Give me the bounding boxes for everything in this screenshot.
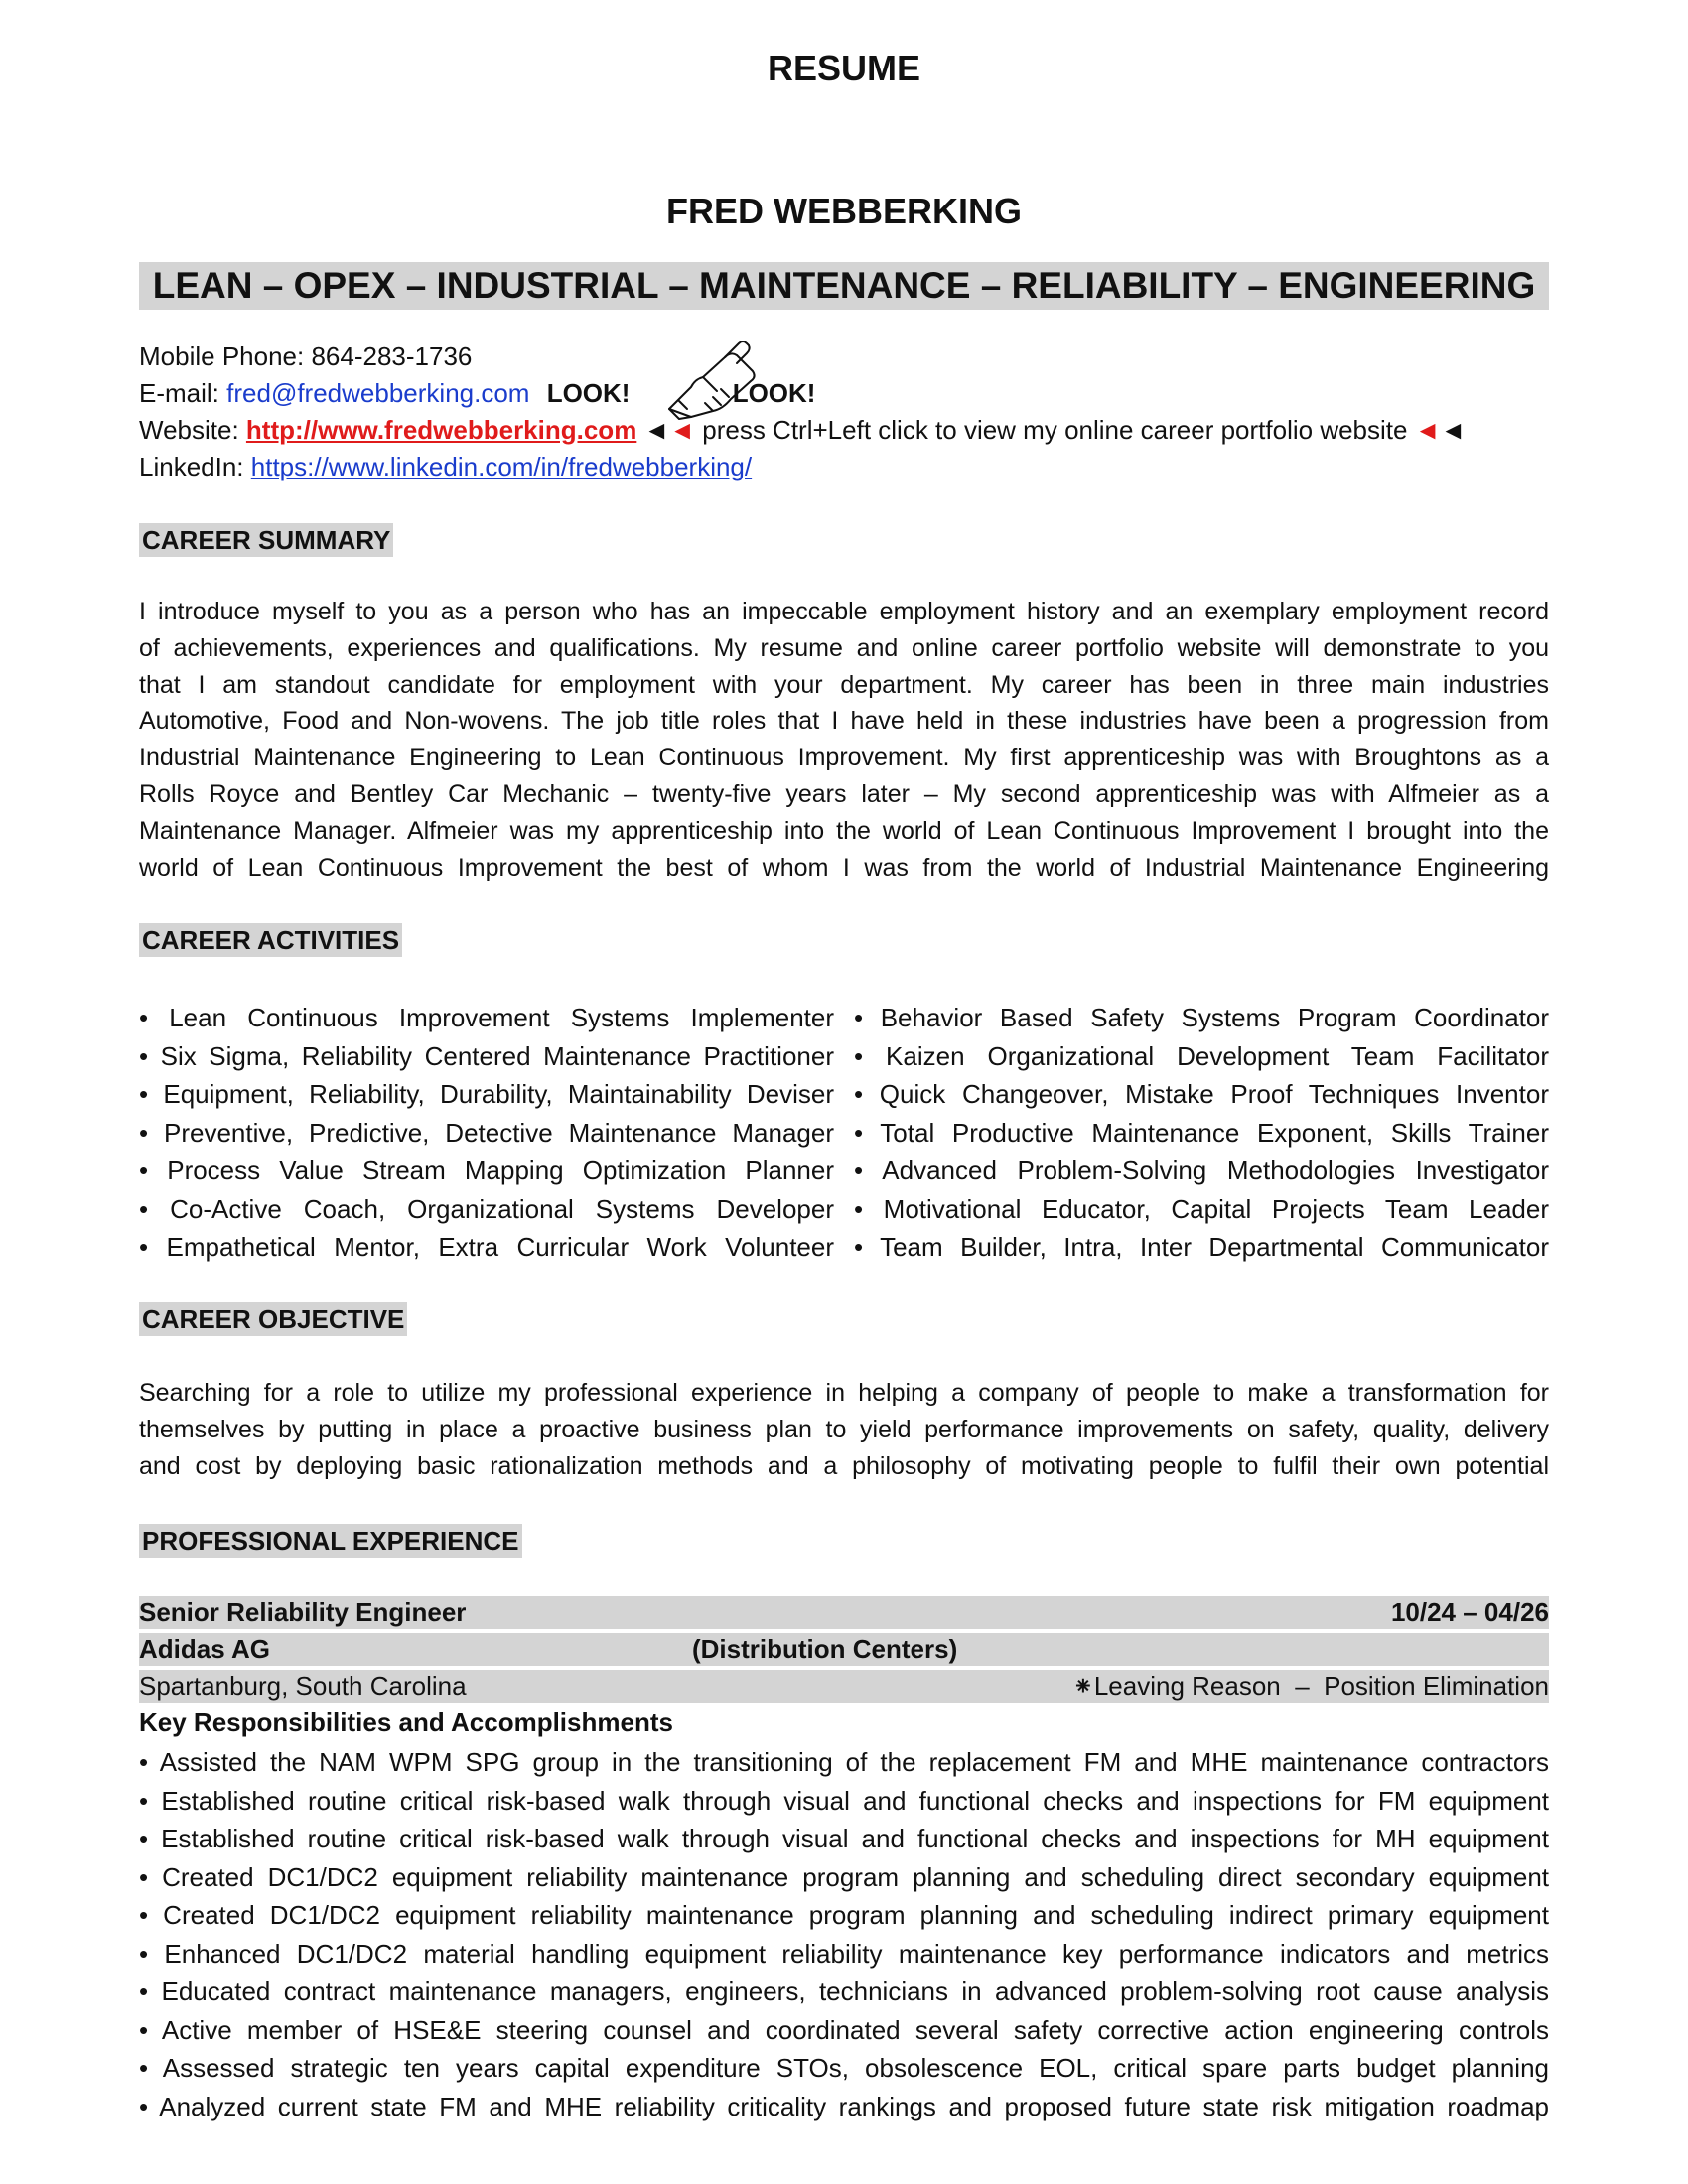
list-item: • Analyzed current state FM and MHE reliability criticality rankings and proposed future state risk mitigation roadmap (139, 2091, 1549, 2121)
summary-line: Rolls Royce and Bentley Car Mechanic – twenty-five years later – My second apprenticeship was with Alfmeier as a (139, 779, 1549, 808)
arrow-left-icon: ◄ (1440, 415, 1467, 445)
candidate-name: FRED WEBBERKING (666, 191, 1022, 231)
activities-left-column (139, 999, 834, 1267)
list-item: • Established routine critical risk-based walk through visual and functional checks and inspections for FM equipment (139, 1785, 1549, 1816)
summary-line: I introduce myself to you as a person who has an impeccable employment history and an exemplary employment record (139, 598, 1549, 625)
website-link[interactable]: http://www.fredwebberking.com (245, 415, 637, 445)
job-title: Senior Reliability Engineer (139, 1597, 467, 1627)
pointing-hand-icon (661, 336, 761, 421)
activity-item: • Kaizen Organizational Development Team Facilitator (854, 1040, 1549, 1071)
company-name: Adidas AG (139, 1634, 270, 1664)
linkedin-label: LinkedIn: (139, 452, 244, 481)
contact-linkedin (139, 452, 752, 481)
phone-label: Mobile Phone: (139, 341, 305, 371)
list-item: • Assessed strategic ten years capital expenditure STOs, obsolescence EOL, critical spare parts budget planning (139, 2053, 1549, 2083)
job-dates: 10/24 – 04/26 (1390, 1597, 1549, 1627)
activity-item: • Equipment, Reliability, Durability, Maintainability Deviser (139, 1079, 834, 1109)
list-item: • Created DC1/DC2 equipment reliability maintenance program planning and scheduling direct secondary equipment (139, 1861, 1549, 1892)
job-company-row (139, 1633, 1549, 1666)
objective-line: Searching for a role to utilize my professional experience in helping a company of people to make a transformation for (139, 1379, 1549, 1407)
objective-line: and cost by deploying basic rationalization methods and a philosophy of motivating people to fulfil their own potential (139, 1451, 1549, 1480)
arrow-left-icon: ◄ (1414, 415, 1441, 445)
key-responsibilities-heading: Key Responsibilities and Accomplishments (139, 1706, 1549, 1739)
list-item: • Active member of HSE&E steering counsel and coordinated several safety corrective action engineering controls (139, 2014, 1549, 2045)
summary-line: Automotive, Food and Non-wovens. The job title roles that I have held in these industries have been a progression from (139, 707, 1549, 736)
activity-item: • Team Builder, Intra, Inter Departmental Communicator (854, 1232, 1549, 1262)
list-item: • Established routine critical risk-based walk through visual and functional checks and inspections for MH equipment (139, 1824, 1549, 1853)
linkedin-link[interactable]: https://www.linkedin.com/in/fredwebberking/ (250, 452, 753, 481)
look-right-label: LOOK! (732, 378, 816, 408)
activity-item: • Total Productive Maintenance Exponent, Skills Trainer (854, 1117, 1549, 1148)
activity-item: • Process Value Stream Mapping Optimization Planner (139, 1156, 834, 1185)
section-heading-career-activities: CAREER ACTIVITIES (139, 923, 402, 957)
job-location-row (139, 1670, 1549, 1703)
list-item: • Assisted the NAM WPM SPG group in the transitioning of the replacement FM and MHE maintenance contractors (139, 1747, 1549, 1777)
job-location: Spartanburg, South Carolina (139, 1671, 467, 1701)
email-label: E-mail: (139, 378, 219, 408)
section-heading-career-objective: CAREER OBJECTIVE (139, 1302, 407, 1336)
activity-item: • Quick Changeover, Mistake Proof Techniques Inventor (854, 1079, 1549, 1109)
list-item: • Enhanced DC1/DC2 material handling equipment reliability maintenance key performance indicators and metrics (139, 1938, 1549, 1969)
activity-item: • Behavior Based Safety Systems Program Coordinator (854, 1003, 1549, 1032)
activity-item: • Lean Continuous Improvement Systems Implementer (139, 1003, 834, 1032)
activity-item: • Preventive, Predictive, Detective Maintenance Manager (139, 1117, 834, 1148)
summary-line: Industrial Maintenance Engineering to Lean Continuous Improvement. My first apprenticeship was with Broughtons as a (139, 744, 1549, 772)
document-title: RESUME (767, 48, 921, 88)
company-division: (Distribution Centers) (692, 1634, 958, 1664)
career-objective-text (139, 1375, 1549, 1484)
summary-line: that I am standout candidate for employment with your department. My career has been in three main industries (139, 670, 1549, 699)
leaving-reason: ⁕Leaving Reason – Position Elimination (1072, 1671, 1549, 1701)
activities-right-column (854, 999, 1549, 1267)
activity-item: • Empathetical Mentor, Extra Curricular Work Volunteer (139, 1232, 834, 1262)
look-left-label: LOOK! (546, 378, 631, 408)
objective-line: themselves by putting in place a proactive business plan to yield performance improvements on safety, quality, delivery (139, 1415, 1549, 1443)
email-link[interactable]: fred@fredwebberking.com (226, 378, 530, 408)
phone-value: 864-283-1736 (311, 341, 473, 371)
website-note: press Ctrl+Left click to view my online career portfolio website (702, 415, 1408, 445)
arrow-left-icon: ◄ (669, 415, 696, 445)
job-title-row (139, 1596, 1549, 1629)
arrow-left-icon: ◄ (643, 415, 670, 445)
tagline-banner: LEAN – OPEX – INDUSTRIAL – MAINTENANCE – RELIABILITY – ENGINEERING (139, 262, 1549, 310)
website-label: Website: (139, 415, 239, 445)
contact-website (139, 415, 1466, 445)
summary-line: world of Lean Continuous Improvement the best of whom I was from the world of Industrial Maintenance Engineering (139, 853, 1549, 882)
summary-line: of achievements, experiences and qualifications. My resume and online career portfolio website will demonstrate to you (139, 633, 1549, 662)
list-item: • Created DC1/DC2 equipment reliability maintenance program planning and scheduling indirect primary equipment (139, 1900, 1549, 1930)
responsibilities-list (139, 1743, 1549, 2125)
activity-item: • Six Sigma, Reliability Centered Maintenance Practitioner (139, 1040, 834, 1071)
activity-item: • Co-Active Coach, Organizational Systems Developer (139, 1193, 834, 1224)
career-summary-text (139, 594, 1549, 886)
section-heading-career-summary: CAREER SUMMARY (139, 523, 393, 557)
section-heading-professional-experience: PROFESSIONAL EXPERIENCE (139, 1524, 522, 1558)
contact-phone (139, 341, 472, 371)
list-item: • Educated contract maintenance managers, engineers, technicians in advanced problem-solving root cause analysis (139, 1977, 1549, 2006)
activity-item: • Advanced Problem-Solving Methodologies Investigator (854, 1156, 1549, 1185)
summary-line: Maintenance Manager. Alfmeier was my apprenticeship into the world of Lean Continuous Improvement I brought into the (139, 816, 1549, 845)
activity-item: • Motivational Educator, Capital Projects Team Leader (854, 1193, 1549, 1224)
